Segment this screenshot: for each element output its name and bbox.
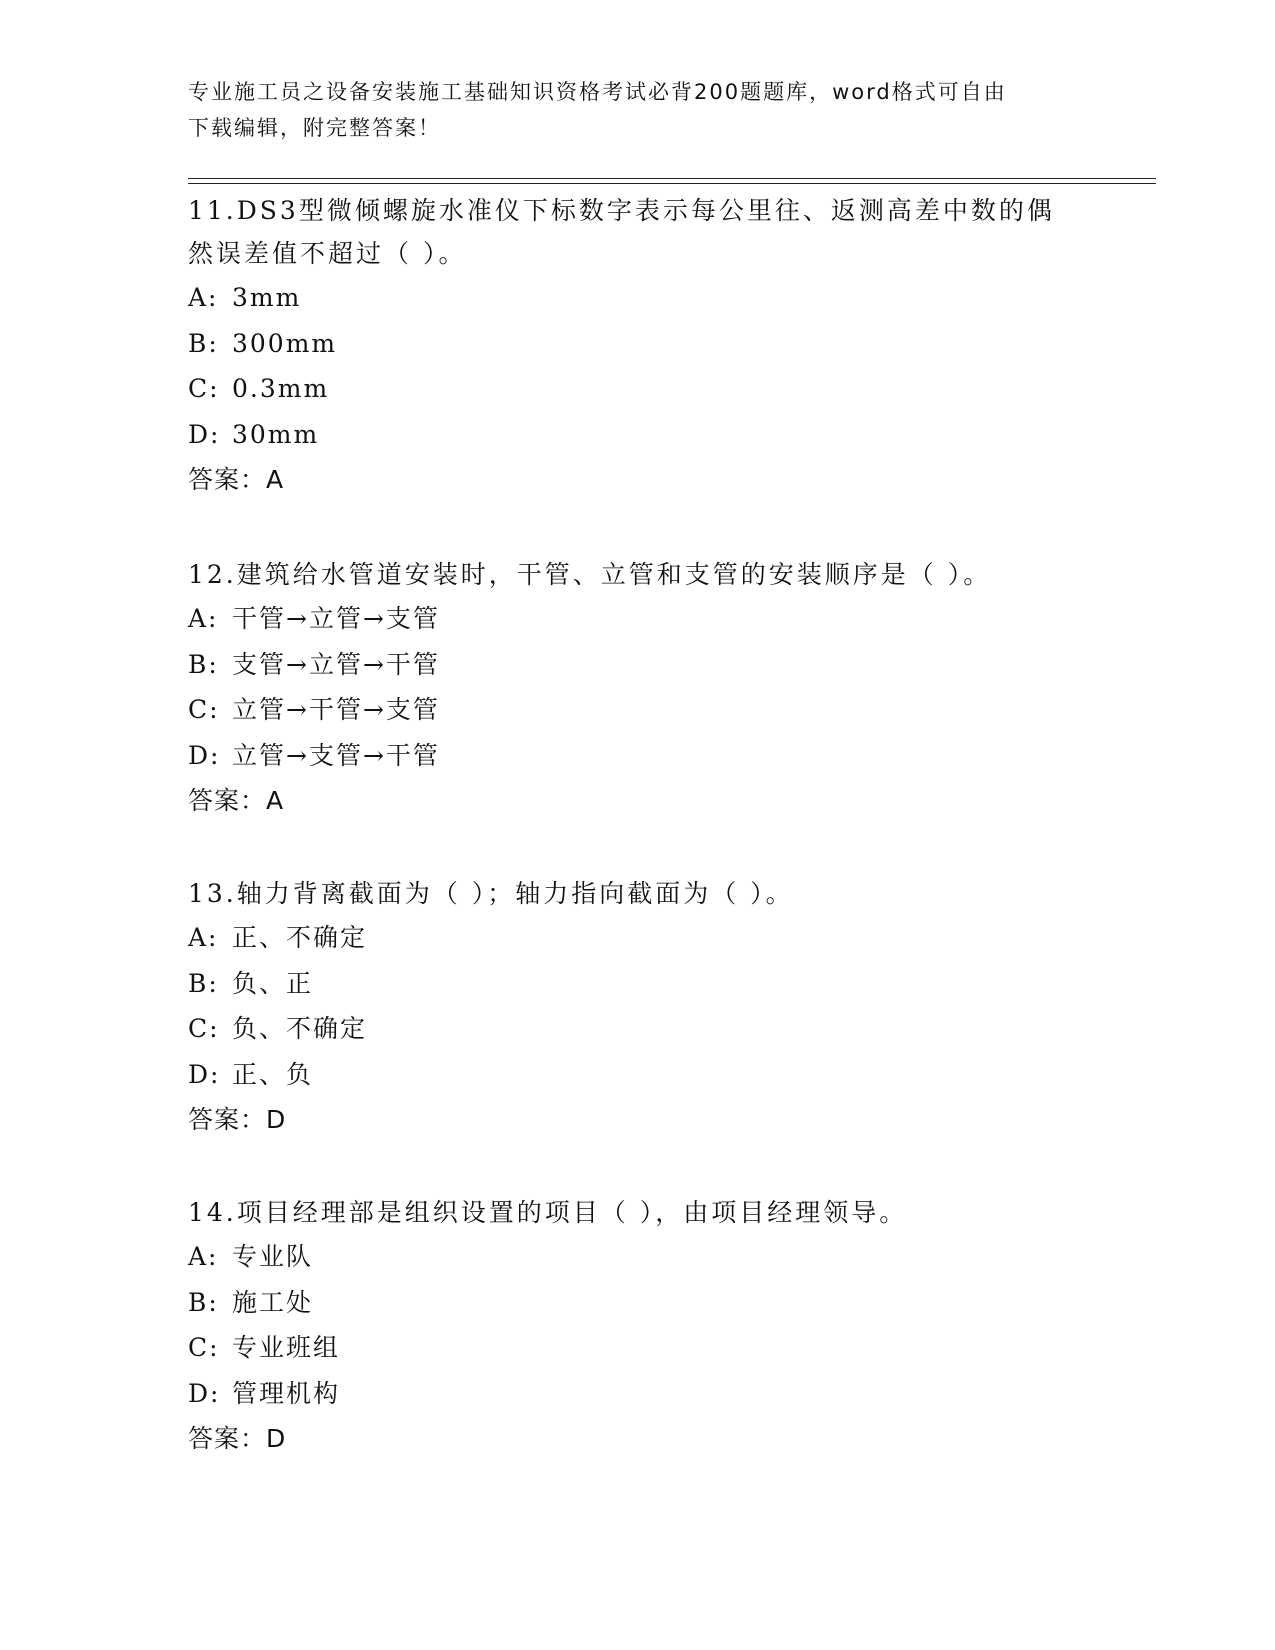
- question-stem: [188, 189, 1088, 275]
- option-key: B:: [188, 968, 219, 998]
- option-key: C:: [188, 374, 220, 403]
- option-b: [188, 961, 1088, 1007]
- option-a: [188, 1234, 1088, 1280]
- answer-text: 答案：D: [188, 1105, 287, 1134]
- question-stem-line-1: 13.轴力背离截面为（ ）；轴力指向截面为（ ）。: [188, 879, 794, 908]
- option-key: D:: [188, 740, 221, 770]
- option-c: [188, 1325, 1088, 1371]
- answer-text: 答案：D: [188, 1424, 287, 1453]
- option-key: C:: [188, 1333, 220, 1362]
- question-14: [188, 1191, 1088, 1462]
- option-d: [188, 1052, 1088, 1098]
- option-text: 正、不确定: [232, 923, 368, 952]
- question-12: [188, 553, 1088, 824]
- option-key: B:: [188, 328, 219, 358]
- question-11: [188, 189, 1088, 503]
- question-13: [188, 872, 1088, 1143]
- option-b: [188, 321, 1088, 367]
- option-text: 负、正: [232, 968, 314, 998]
- option-a: [188, 915, 1088, 961]
- question-stem: [188, 553, 1088, 596]
- option-key: B:: [188, 1287, 219, 1317]
- answer-text: 答案：A: [188, 786, 285, 815]
- option-text: 立管→支管→干管: [232, 740, 440, 770]
- option-text: 0.3mm: [232, 374, 330, 403]
- option-text: 管理机构: [232, 1378, 341, 1408]
- option-d: [188, 412, 1088, 458]
- question-stem-line-1: 11.DS3型微倾螺旋水准仪下标数字表示每公里往、返测高差中数的偶: [188, 196, 1055, 225]
- header-divider-top: [188, 178, 1156, 179]
- option-c: [188, 687, 1088, 733]
- option-key: A:: [188, 1242, 219, 1271]
- option-text: 干管→立管→支管: [232, 604, 440, 633]
- question-stem-line-2: 然误差值不超过（ ）。: [188, 239, 467, 268]
- option-key: A:: [188, 604, 219, 633]
- question-stem: [188, 1191, 1088, 1234]
- option-key: B:: [188, 649, 219, 679]
- option-text: 专业队: [232, 1242, 314, 1271]
- option-text: 支管→立管→干管: [232, 649, 440, 679]
- option-b: [188, 642, 1088, 688]
- answer-text: 答案：A: [188, 465, 285, 494]
- option-a: [188, 596, 1088, 642]
- question-stem-line-1: 14.项目经理部是组织设置的项目（ ），由项目经理领导。: [188, 1198, 908, 1227]
- option-b: [188, 1280, 1088, 1326]
- option-text: 300mm: [232, 328, 338, 358]
- header-line-2: 下载编辑，附完整答案！: [188, 116, 441, 140]
- option-text: 专业班组: [232, 1333, 341, 1362]
- option-c: [188, 1006, 1088, 1052]
- option-d: [188, 733, 1088, 779]
- option-text: 30mm: [232, 419, 320, 449]
- option-text: 正、负: [232, 1059, 314, 1089]
- option-key: C:: [188, 695, 220, 724]
- option-key: A:: [188, 283, 219, 312]
- option-c: [188, 366, 1088, 412]
- option-a: [188, 275, 1088, 321]
- option-key: C:: [188, 1014, 220, 1043]
- option-key: D:: [188, 419, 221, 449]
- option-d: [188, 1371, 1088, 1417]
- option-key: A:: [188, 923, 219, 952]
- question-stem-line-1: 12.建筑给水管道安装时，干管、立管和支管的安装顺序是（ ）。: [188, 560, 992, 589]
- option-text: 立管→干管→支管: [232, 695, 440, 724]
- document-header: [188, 74, 1088, 146]
- question-stem: [188, 872, 1088, 915]
- option-key: D:: [188, 1378, 221, 1408]
- option-text: 3mm: [232, 283, 302, 312]
- header-divider-bottom: [188, 183, 1156, 184]
- option-text: 负、不确定: [232, 1014, 368, 1043]
- option-key: D:: [188, 1059, 221, 1089]
- header-line-1: 专业施工员之设备安装施工基础知识资格考试必背200题题库，word格式可自由: [188, 80, 1007, 104]
- option-text: 施工处: [232, 1287, 314, 1317]
